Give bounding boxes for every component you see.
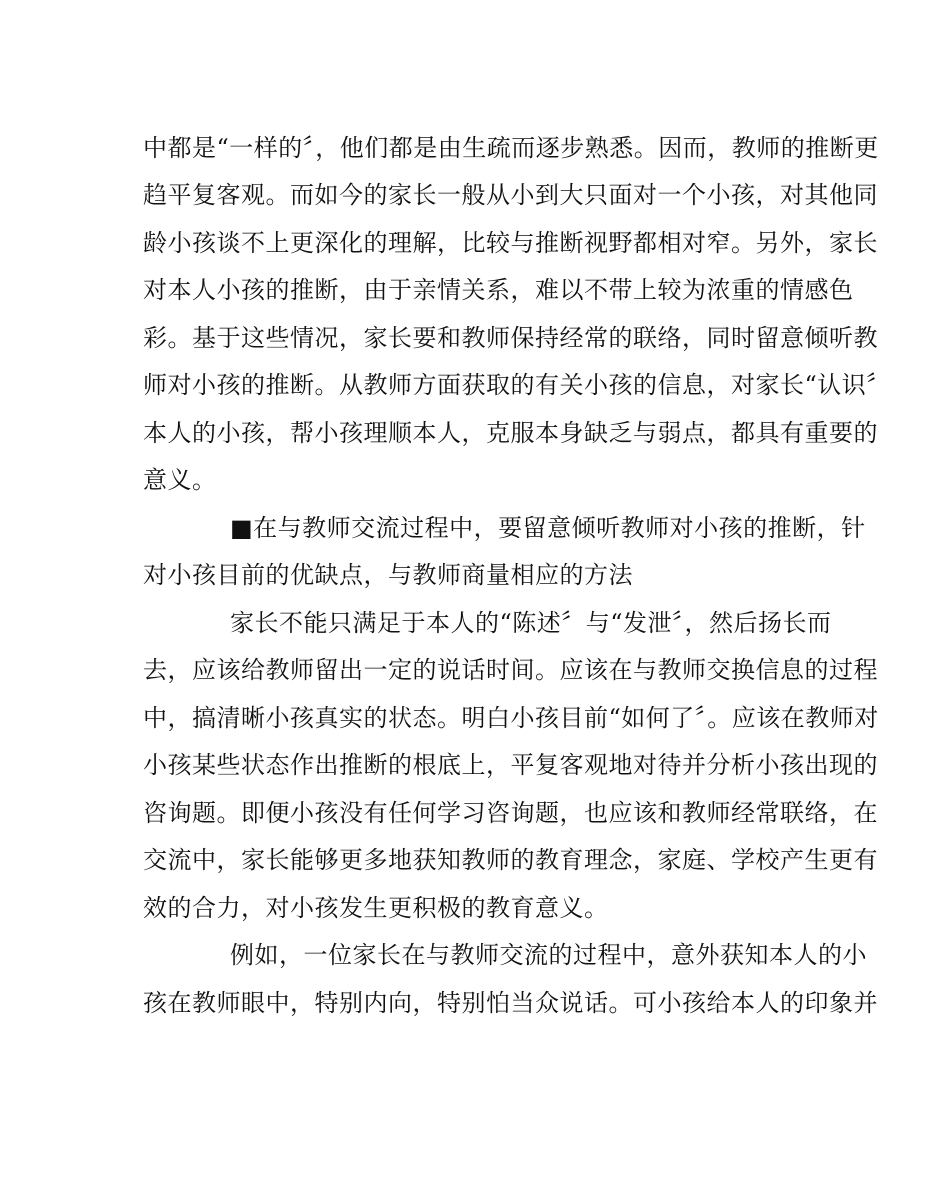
text-line: 咨询题。即便小孩没有任何学习咨询题，也应该和教师经常联络，在 bbox=[143, 799, 878, 827]
section-heading-line: ■在与教师交流过程中，要留意倾听教师对小孩的推断，针 bbox=[230, 514, 866, 542]
text-line: 家长不能只满足于本人的“陈述〞与“发泄〞，然后扬长而 bbox=[230, 609, 832, 637]
text-line: 趋平复客观。而如今的家长一般从小到大只面对一个小孩，对其他同 bbox=[143, 181, 878, 209]
text-line: 意义。 bbox=[143, 466, 217, 494]
text-line: 小孩某些状态作出推断的根底上，平复客观地对待并分析小孩出现的 bbox=[143, 751, 878, 779]
text-line: 龄小孩谈不上更深化的理解，比较与推断视野都相对窄。另外，家长 bbox=[143, 229, 878, 257]
text-line: 本人的小孩，帮小孩理顺本人，克服本身缺乏与弱点，都具有重要的 bbox=[143, 419, 878, 447]
text-line: 对本人小孩的推断，由于亲情关系，难以不带上较为浓重的情感色 bbox=[143, 276, 854, 304]
text-line: 师对小孩的推断。从教师方面获取的有关小孩的信息，对家长“认识〞 bbox=[143, 371, 891, 399]
text-line: 例如，一位家长在与教师交流的过程中，意外获知本人的小 bbox=[230, 941, 867, 969]
text-line: 去，应该给教师留出一定的说话时间。应该在与教师交换信息的过程 bbox=[143, 656, 878, 684]
text-line: 孩在教师眼中，特别内向，特别怕当众说话。可小孩给本人的印象并 bbox=[143, 989, 878, 1017]
text-line: 交流中，家长能够更多地获知教师的教育理念，家庭、学校产生更有 bbox=[143, 846, 878, 874]
text-line: 中都是“一样的〞，他们都是由生疏而逐步熟悉。因而，教师的推断更 bbox=[143, 134, 879, 162]
section-heading-line: 对小孩目前的优缺点，与教师商量相应的方法 bbox=[143, 561, 633, 589]
text-line: 中，搞清晰小孩真实的状态。明白小孩目前“如何了〞。应该在教师对 bbox=[143, 704, 879, 732]
text-line: 彩。基于这些情况，家长要和教师保持经常的联络，同时留意倾听教 bbox=[143, 324, 878, 352]
text-line: 效的合力，对小孩发生更积极的教育意义。 bbox=[143, 894, 609, 922]
